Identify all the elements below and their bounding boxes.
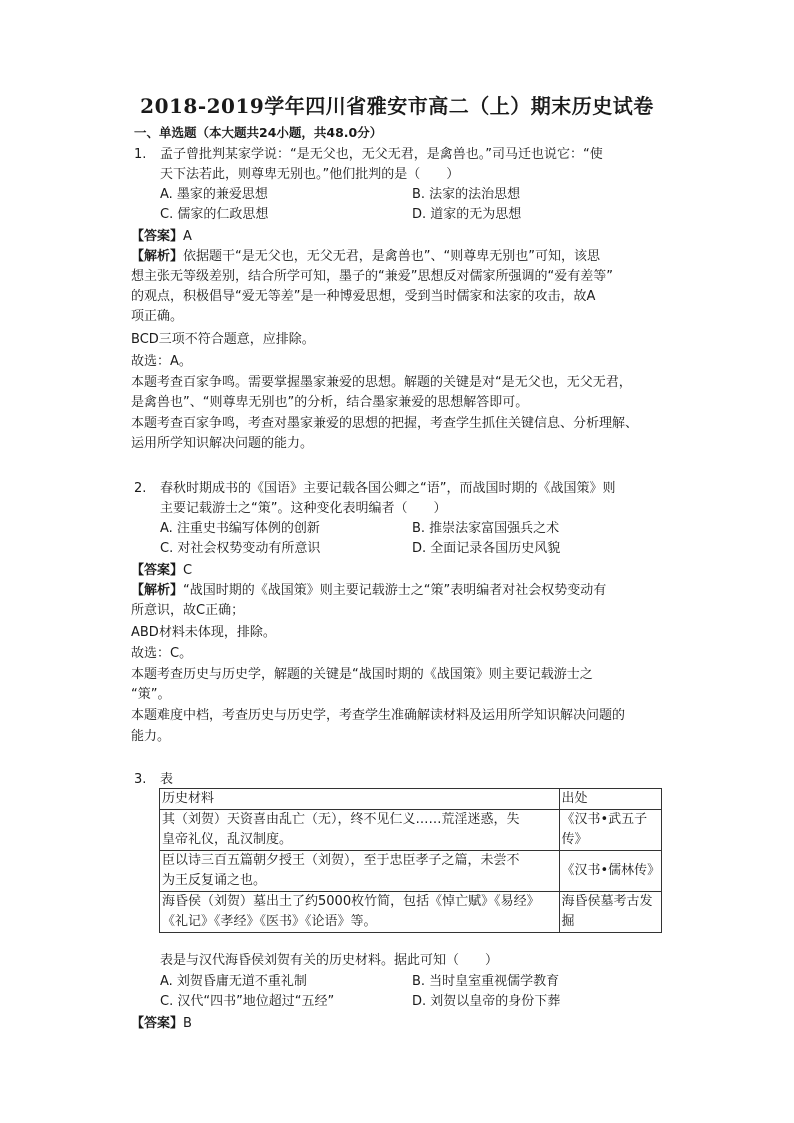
cell-line: 传》 [561,832,588,847]
question-3-stem: 表是与汉代海昏侯刘贺有关的历史材料。据此可知（ ） [160,953,499,968]
question-2-analysis-line-3: ABD材料未体现，排除。 [131,625,276,640]
question-1-analysis-line-8: 是禽兽也”、“则尊卑无别也”的分析，结合墨家兼爱的思想解答即可。 [131,395,529,410]
question-3-number: 3. [134,772,147,787]
question-1-answer [131,227,192,247]
question-1-analysis-line-2: 想主张无等级差别，结合所学可知，墨子的“兼爱”思想反对儒家所强调的“爱有差等” [131,269,613,284]
answer-value: B [183,1016,192,1031]
question-1-stem-line-1: 孟子曾批判某家学说：“是无父也，无父无君，是禽兽也。”司马迁也说它：“使 [160,147,603,162]
question-1-stem-line-2: 天下法若此，则尊卑无别也。”他们批判的是（ ） [160,167,460,182]
table-row [160,810,662,851]
question-2-analysis-line-8: 能力。 [131,729,171,744]
cell-line: 《汉书•武五子 [561,812,648,827]
question-1-option-b: B. 法家的法治思想 [412,187,521,202]
analysis-text: 依据题干“是无父也，无父无君，是禽兽也”、“则尊卑无别也”可知，该思 [183,249,600,264]
answer-value: C [183,563,193,578]
question-2-analysis-line-6: “策”。 [131,687,171,702]
question-3-answer [131,1014,192,1034]
table-row [160,851,662,892]
cell-line: 为王反复诵之也。 [162,873,267,888]
cell-line: 海昏侯墓考古发 [561,894,653,909]
question-2-option-c: C. 对社会权势变动有所意识 [160,541,321,556]
page-title: 2018-2019学年四川省雅安市高二（上）期末历史试卷 [140,94,654,118]
cell-line: 其（刘贺）天资喜由乱亡（无），终不见仁义……荒淫迷惑，失 [162,812,520,827]
history-materials-table [159,788,662,933]
cell-line: 海昏侯（刘贺）墓出土了约5000枚竹简，包括《悼亡赋》《易经》 [162,894,540,909]
question-2-analysis-line-5: 本题考查历史与历史学，解题的关键是“战国时期的《战国策》则主要记载游士之 [131,667,593,682]
table-header-cell: 历史材料 [160,789,560,810]
section-heading: 一、单选题（本大题共24小题，共48.0分） [134,125,383,140]
question-1-analysis-line-9: 本题考查百家争鸣，考查对墨家兼爱的思想的把握，考查学生抓住关键信息、分析理解、 [131,416,639,431]
question-1-analysis-line-7: 本题考查百家争鸣。需要掌握墨家兼爱的思想。解题的关键是对“是无父也，无父无君， [131,375,632,390]
question-1-analysis-line-4: 项正确。 [131,309,184,324]
analysis-text: “战国时期的《战国策》则主要记载游士之“策”表明编者对社会权势变动有 [183,583,607,598]
table-cell-source [559,892,662,933]
cell-line: 《礼记》《孝经》《医书》《论语》等。 [162,914,377,929]
question-2-stem-line-2: 主要记载游士之“策”。这种变化表明编者（ ） [160,501,447,516]
cell-line: 《汉书•儒林传》 [561,863,661,878]
question-1-option-c: C. 儒家的仁政思想 [160,207,269,222]
analysis-tag: 【解析】 [131,583,184,598]
question-1-analysis-line-3: 的观点，积极倡导“爱无等差”是一种博爱思想，受到当时儒家和法家的攻击，故A [131,289,596,304]
question-3-option-d: D. 刘贺以皇帝的身份下葬 [412,994,561,1009]
question-2-analysis-line-1 [131,581,606,601]
question-2-analysis-line-2: 所意识，故C正确； [131,603,245,618]
table-row [160,892,662,933]
question-2-option-d: D. 全面记录各国历史风貌 [412,541,561,556]
question-1-option-d: D. 道家的无为思想 [412,207,522,222]
question-1-analysis-line-10: 运用所学知识解决问题的能力。 [131,436,314,451]
answer-value: A [183,229,192,244]
question-1-analysis-line-6: 故选：A。 [131,354,192,369]
table-cell-source [559,851,662,892]
question-2-stem-line-1: 春秋时期成书的《国语》主要记载各国公卿之“语”，而战国时期的《战国策》则 [160,481,616,496]
question-1-number: 1. [134,147,147,162]
table-header-cell: 出处 [559,789,662,810]
question-2-analysis-line-4: 故选：C。 [131,646,193,661]
question-2-option-a: A. 注重史书编写体例的创新 [160,521,320,536]
table-cell-material [160,892,560,933]
question-3-option-c: C. 汉代“四书”地位超过“五经” [160,994,335,1009]
question-3-label: 表 [160,772,174,787]
table-header-row [160,789,662,810]
cell-line: 臣以诗三百五篇朝夕授王（刘贺），至于忠臣孝子之篇，未尝不 [162,853,520,868]
question-1-option-a: A. 墨家的兼爱思想 [160,187,268,202]
question-3-option-b: B. 当时皇室重视儒学教育 [412,974,560,989]
cell-line: 掘 [561,914,575,929]
answer-tag: 【答案】 [131,563,184,578]
question-1-analysis-line-1 [131,247,600,267]
table-cell-material [160,851,560,892]
question-2-number: 2. [134,481,147,496]
question-2-answer [131,561,192,581]
question-2-option-b: B. 推崇法家富国强兵之术 [412,521,560,536]
answer-tag: 【答案】 [131,1016,184,1031]
question-1-analysis-line-5: BCD三项不符合题意，应排除。 [131,332,315,347]
table-cell-material [160,810,560,851]
answer-tag: 【答案】 [131,229,184,244]
cell-line: 皇帝礼仪，乱汉制度。 [162,832,293,847]
analysis-tag: 【解析】 [131,249,184,264]
question-3-option-a: A. 刘贺昏庸无道不重礼制 [160,974,307,989]
table-cell-source [559,810,662,851]
question-2-analysis-line-7: 本题难度中档，考查历史与历史学，考查学生准确解读材料及运用所学知识解决问题的 [131,708,626,723]
